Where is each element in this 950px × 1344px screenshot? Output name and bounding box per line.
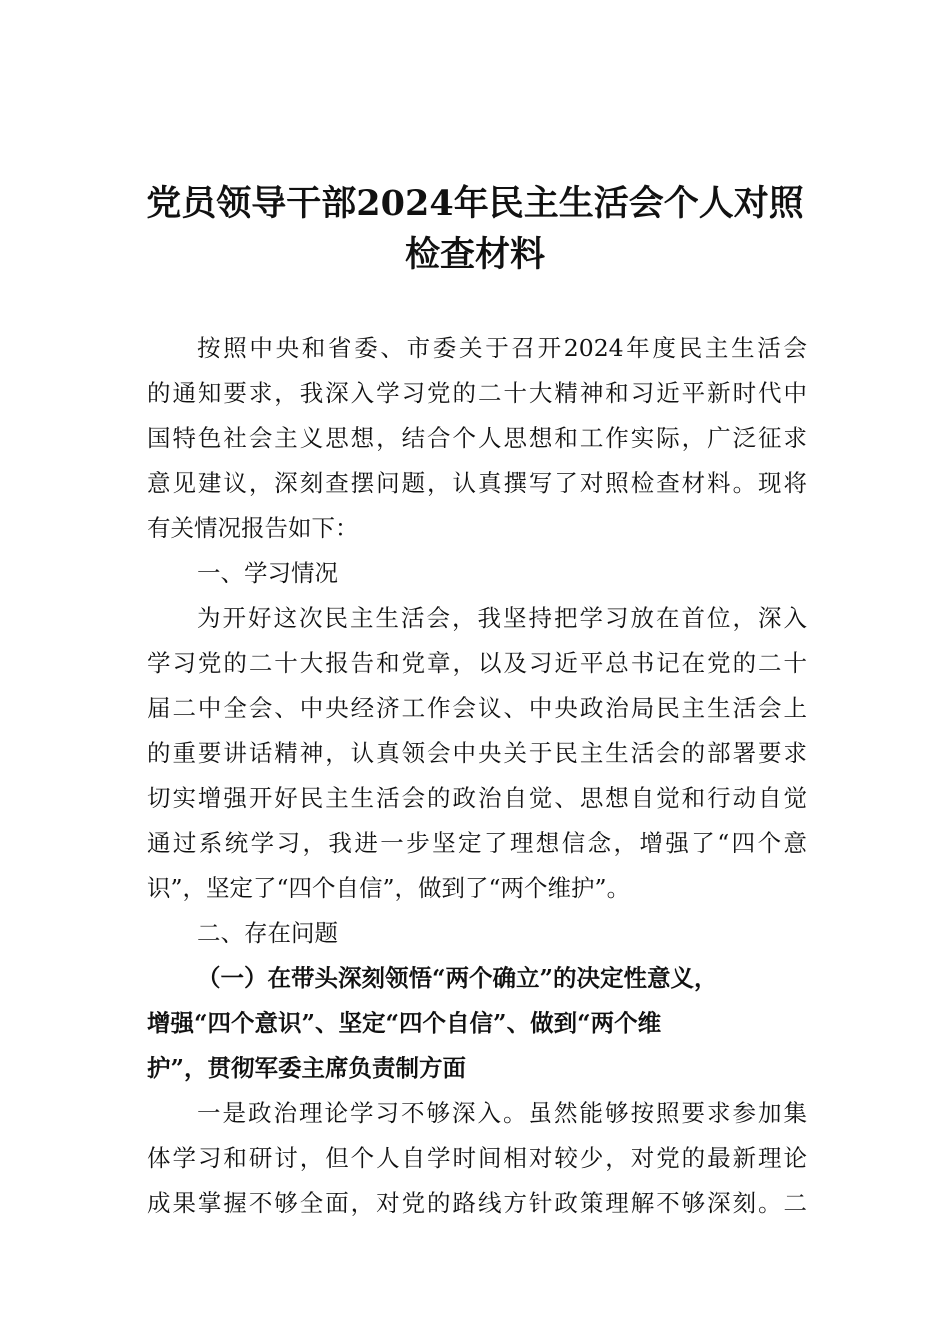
title-line-1: 党员领导干部2024年民主生活会个人对照	[146, 183, 804, 224]
subheading-line: 增强“四个意识”、坚定“四个自信”、做到“两个维	[147, 1009, 662, 1037]
intro-line: 有关情况报告如下：	[147, 514, 359, 542]
paragraph-line: 届二中全会、中央经济工作会议、中央政治局民主生活会上	[147, 694, 807, 722]
paragraph-line: 学习党的二十大报告和党章，以及习近平总书记在党的二十	[147, 649, 807, 677]
intro-line: 的通知要求，我深入学习党的二十大精神和习近平新时代中	[147, 379, 807, 407]
title-line-2: 检查材料	[404, 234, 545, 275]
section-heading-study: 一、学习情况	[197, 559, 338, 587]
paragraph-line: 成果掌握不够全面，对党的路线方针政策理解不够深刻。二	[147, 1189, 807, 1217]
intro-line: 按照中央和省委、市委关于召开2024年度民主生活会	[197, 334, 807, 362]
paragraph-line: 切实增强开好民主生活会的政治自觉、思想自觉和行动自觉	[147, 784, 807, 812]
subheading-line: 护”，贯彻军委主席负责制方面	[147, 1054, 467, 1082]
intro-line: 国特色社会主义思想，结合个人思想和工作实际，广泛征求	[147, 424, 807, 452]
paragraph-line: 的重要讲话精神，认真领会中央关于民主生活会的部署要求	[147, 739, 807, 767]
paragraph-line: 体学习和研讨，但个人自学时间相对较少，对党的最新理论	[147, 1144, 807, 1172]
subheading-line: （一）在带头深刻领悟“两个确立”的决定性意义，	[197, 964, 718, 992]
section-heading-problems: 二、存在问题	[197, 919, 338, 947]
paragraph-line: 通过系统学习，我进一步坚定了理想信念，增强了“四个意	[147, 829, 807, 857]
paragraph-line: 一是政治理论学习不够深入。虽然能够按照要求参加集	[197, 1099, 807, 1127]
paragraph-line: 识”，坚定了“四个自信”，做到了“两个维护”。	[147, 874, 631, 902]
document-title	[120, 178, 830, 280]
paragraph-line: 为开好这次民主生活会，我坚持把学习放在首位，深入	[197, 604, 807, 632]
intro-line: 意见建议，深刻查摆问题，认真撰写了对照检查材料。现将	[147, 469, 807, 497]
